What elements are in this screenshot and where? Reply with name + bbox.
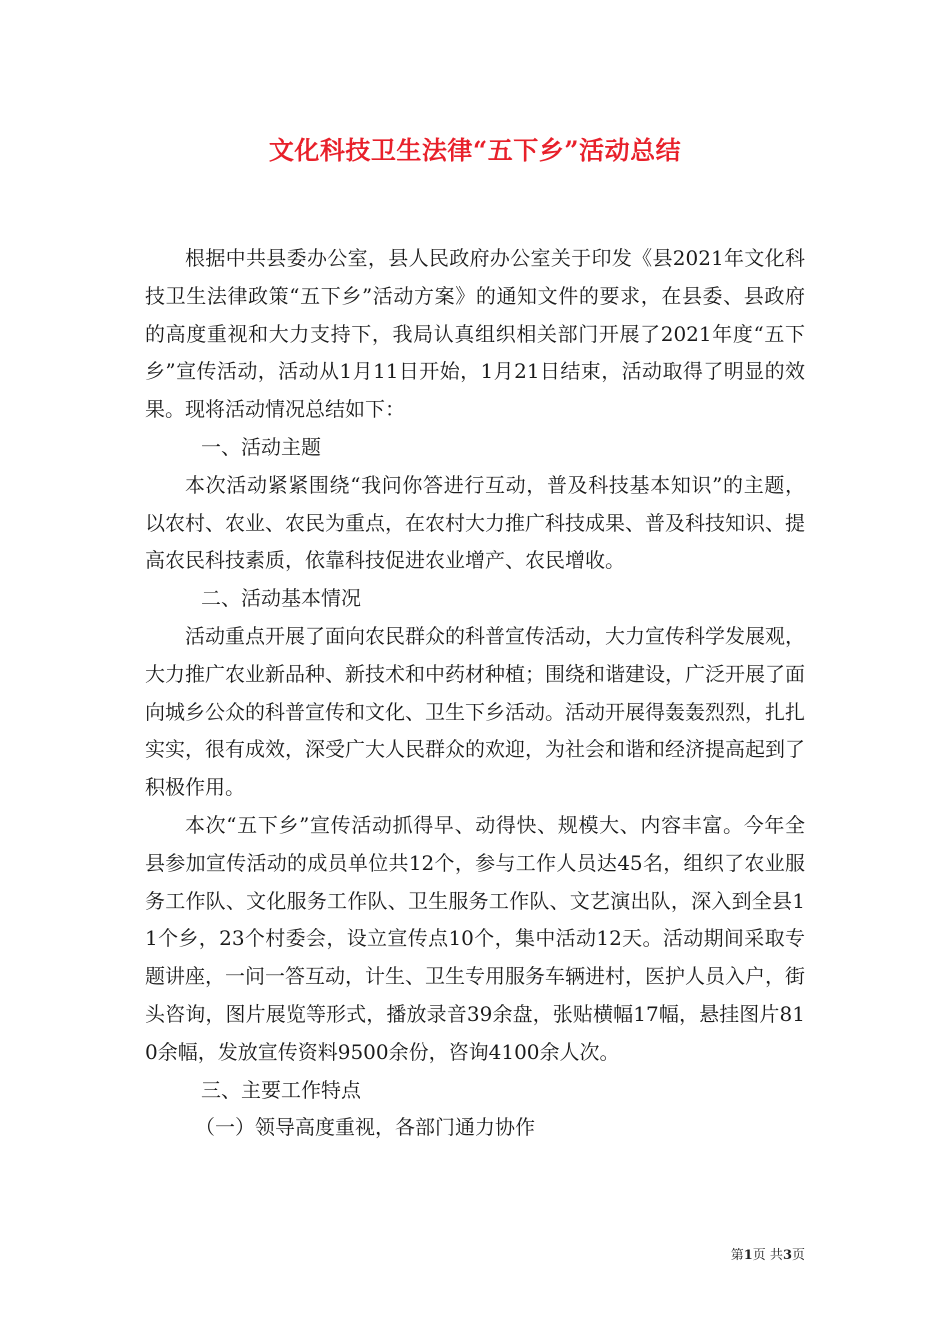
footer-current-page: 1 xyxy=(743,1248,753,1263)
document-title: 文化科技卫生法律“五下乡”活动总结 xyxy=(268,136,682,165)
section-heading-overview: 二、活动基本情况 xyxy=(201,586,361,611)
footer-suffix: 页 xyxy=(791,1248,805,1263)
paragraph-intro: 根据中共县委办公室，县人民政府办公室关于印发《县2021年文化科技卫生法律政策“五下乡”活动方案》的通知文件的要求，在县委、县政府的高度重视和大力支持下，我局认真组织相关部门开展了2021年度“五下乡”宣传活动，活动从1月11日开始，1月21日结束，活动取得了明显的效果。现将活动情况总结如下： xyxy=(145,246,805,422)
subsection-heading-leadership: （一）领导高度重视，各部门通力协作 xyxy=(195,1115,535,1140)
paragraph-statistics: 本次“五下乡”宣传活动抓得早、动得快、规模大、内容丰富。今年全县参加宣传活动的成员单位共12个，参与工作人员达45名，组织了农业服务工作队、文化服务工作队、卫生服务工作队、文艺演出队，深入到全县11个乡，23个村委会，设立宣传点10个，集中活动12天。活动期间采取专题讲座，一问一答互动，计生、卫生专用服务车辆进村，医护人员入户，街头咨询，图片展览等形式，播放录音39余盘，张贴横幅17幅，悬挂图片810余幅，发放宣传资料9500余份，咨询4100余人次。 xyxy=(145,812,805,1064)
paragraph-theme: 本次活动紧紧围绕“我问你答进行互动，普及科技基本知识”的主题，以农村、农业、农民为重点，在农村大力推广科技成果、普及科技知识、提高农民科技素质，依靠科技促进农业增产、农民增收。 xyxy=(145,472,805,573)
section-heading-theme: 一、活动主题 xyxy=(201,434,321,459)
footer-middle: 页 共 xyxy=(752,1248,783,1263)
section-heading-features: 三、主要工作特点 xyxy=(201,1077,361,1102)
document-body xyxy=(145,240,805,1147)
footer-total-pages: 3 xyxy=(782,1248,792,1263)
page-footer xyxy=(731,1247,805,1265)
footer-prefix: 第 xyxy=(730,1248,744,1263)
paragraph-overview: 活动重点开展了面向农民群众的科普宣传活动，大力宣传科学发展观，大力推广农业新品种、新技术和中药材种植；围绕和谐建设，广泛开展了面向城乡公众的科普宣传和文化、卫生下乡活动。活动开展得轰轰烈烈，扎扎实实，很有成效，深受广大人民群众的欢迎，为社会和谐和经济提高起到了积极作用。 xyxy=(145,623,805,800)
